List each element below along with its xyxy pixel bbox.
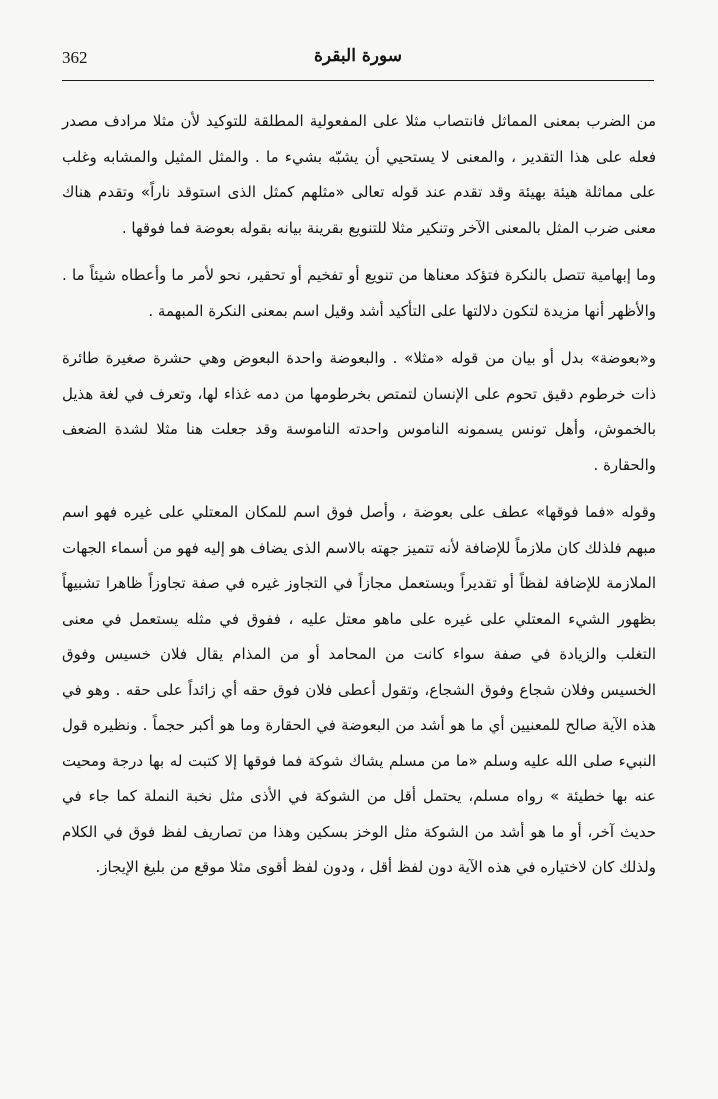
surah-title: سورة البقرة [314, 46, 402, 66]
paragraph-3: و«بعوضة» بدل أو بيان من قوله «مثلا» . والبعوضة واحدة البعوض وهي حشرة صغيرة طائرة ذات خرطوم دقيق تحوم على الإنسان لتمتص بخرطومها من دمه غذاء لها، وتعرف في لغة هذيل بالخموش، وأهل تونس يسمونه الناموس واحدته الناموسة وقد جعلت هنا مثلا لشدة الضعف والحقارة . [62, 349, 656, 474]
paragraph-1: من الضرب بمعنى المماثل فانتصاب مثلا على المفعولية المطلقة للتوكيد لأن مثلا مرادف مصدر فعله على هذا التقدير ، والمعنى لا يستحيي أن يشبّه بشيء ما . والمثل المثيل والمشابه وغلب على مماثلة هيئة بهيئة وقد تقدم عند قوله تعالى «مثلهم كمثل الذى استوقد ناراً» وتقدم هناك معنى ضرب المثل بالمعنى الآخر وتنكير مثلا للتنويع بقرينة بيانه بقوله بعوضة فما فوقها . [62, 112, 656, 237]
header-rule [62, 80, 654, 81]
page-header [62, 44, 654, 82]
page-content [62, 104, 656, 886]
paragraph-4: وقوله «فما فوقها» عطف على بعوضة ، وأصل فوق اسم للمكان المعتلي على غيره فهو اسم مبهم فلذلك كان ملازماً للإضافة لأنه تتميز جهته بالاسم الذى يضاف هو إليه فهو من أسماء الجهات الملازمة للإضافة لفظاً أو تقديراً ويستعمل مجازاً في التجاوز غيره في صفة تجاوزاً ظاهرا تشبيهاً بظهور الشيء المعتلي على غيره على ماهو معتل عليه ، ففوق في مثله يستعمل في معنى التغلب والزيادة في صفة سواء كانت من المحامد أو من المذام يقال فلان خسيس وفوق الخسيس وفلان شجاع وفوق الشجاع، وتقول أعطى فلان فوق حقه أي زائداً على حقه . وهو في هذه الآية صالح للمعنيين أي ما هو أشد من البعوضة في الحقارة وما هو أكبر حجماً . ونظيره قول النبيء صلى الله عليه وسلم «ما من مسلم يشاك شوكة فما فوقها إلا كتبت له بها درجة ومحيت عنه بها خطيئة » رواه مسلم، يحتمل أقل من الشوكة في الأذى مثل نخبة النملة كما جاء في حديث آخر، أو ما هو أشد من الشوكة مثل الوخز بسكين وهذا من تصاريف لفظ فوق في الكلام ولذلك كان لاختياره في هذه الآية دون لفظ أقل ، ودون لفظ أقوى مثلا موقع من بليغ الإيجاز. [62, 503, 656, 876]
paragraph-2: وما إبهامية تتصل بالنكرة فتؤكد معناها من تنويع أو تفخيم أو تحقير، نحو لأمر ما وأعطاه شيئاً ما . والأظهر أنها مزيدة لتكون دلالتها على التأكيد أشد وقيل اسم بمعنى النكرة المبهمة . [62, 266, 656, 320]
page-number: 362 [62, 48, 88, 67]
